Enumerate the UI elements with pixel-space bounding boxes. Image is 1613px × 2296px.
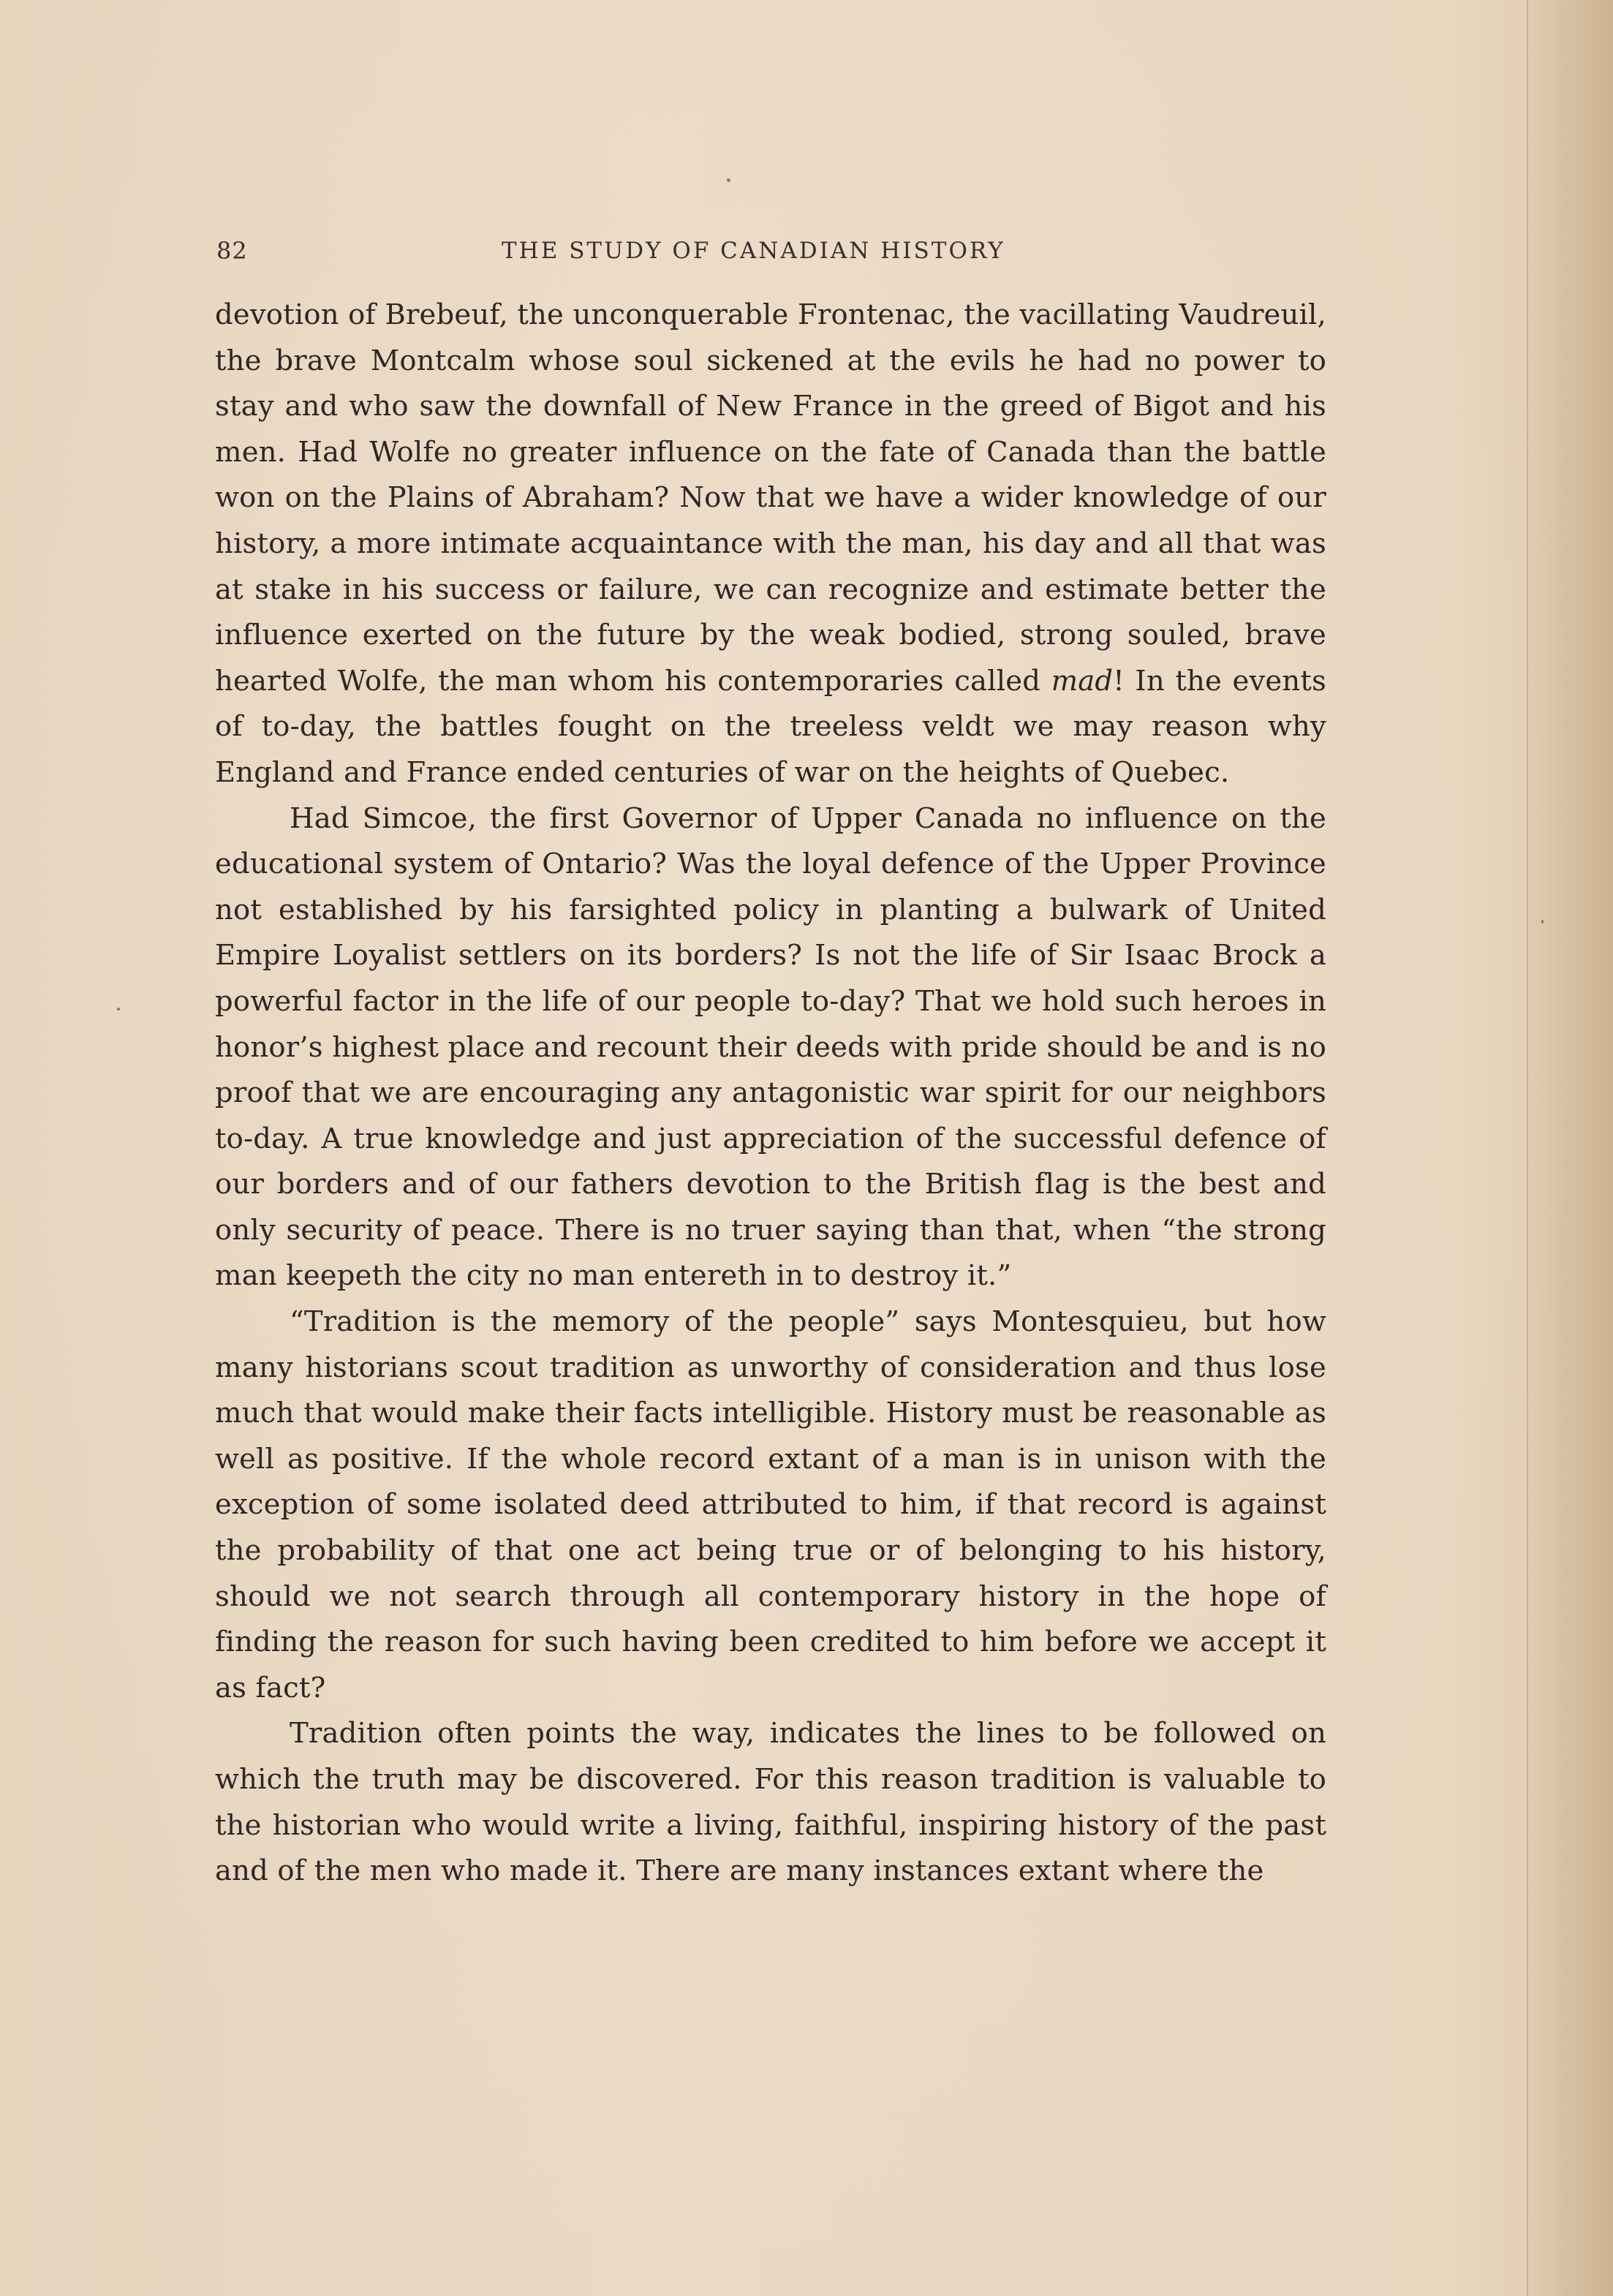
- paragraph-3: “Tradition is the memory of the people” says Montesquieu, but how many historians scout tradition as unworthy of consideration and thus lose much that would make their facts intelligible. History must be reasonable as well as positive. If the whole record extant of a man is in unison with the exception of some isolated deed attributed to him, if that record is against the probability of that one act being true or of belonging to his history, should we not search through all contemporary history in the hope of finding the reason for such having been credited to him before we accept it as fact?: [215, 1305, 1326, 1704]
- paragraph-4: Tradition often points the way, indicates the lines to be followed on which the truth may be discovered. For this reason tradition is valuable to the historian who would write a living, faithful, inspiring history of the past and of the men who made it. There are many instances extant where the: [215, 1717, 1326, 1888]
- running-title: THE STUDY OF CANADIAN HISTORY: [502, 238, 1005, 264]
- emphasized-word: mad: [1051, 664, 1114, 698]
- paragraph-2: Had Simcoe, the first Governor of Upper Canada no influence on the educational system of Ontario? Was the loyal defence of the Upper Province not established by his farsighted policy in planting a bulwark of United Empire Loyalist settlers on its borders? Is not the life of Sir Isaac Brock a powerful factor in the life of our people to-day? That we hold such heroes in honor’s highest place and recount their deeds with pride should be and is no proof that we are encouraging any antagonistic war spirit for our neighbors to-day. A true knowledge and just appreciation of the successful defence of our borders and of our fathers devotion to the British flag is the best and only security of peace. There is no truer saying than that, when “the strong man keepeth the city no man entereth in to destroy it.”: [215, 801, 1326, 1293]
- running-head: [216, 233, 1325, 269]
- paragraph-1: [215, 292, 1326, 796]
- body-text: [215, 292, 1326, 1895]
- paper-speck: [727, 178, 730, 182]
- paper-speck: [117, 1008, 120, 1011]
- paper-speck: [1541, 920, 1544, 924]
- page-edge-shadow: [1525, 0, 1613, 2296]
- paragraph-1-text-end: ! In the events of to-day, the battles fought on the treeless veldt we may reason why England and France ended centuries of war on the heights of Quebec.: [215, 664, 1327, 789]
- paragraph-1-text: devotion of Brebeuf, the unconquerable Frontenac, the vacillating Vaudreuil, the brave Montcalm whose soul sickened at the evils he had no power to stay and who saw the downfall of New France in the greed of Bigot and his men. Had Wolfe no greater influence on the fate of Canada than the battle won on the Plains of Abraham? Now that we have a wider knowledge of our history, a more intimate acquaintance with the man, his day and all that was at stake in his success or failure, we can recognize and estimate better the influence exerted on the future by the weak bodied, strong souled, brave hearted Wolfe, the man whom his contemporaries called: [215, 298, 1326, 698]
- page-number: 82: [216, 237, 248, 265]
- page-gutter-line: [1527, 0, 1528, 2296]
